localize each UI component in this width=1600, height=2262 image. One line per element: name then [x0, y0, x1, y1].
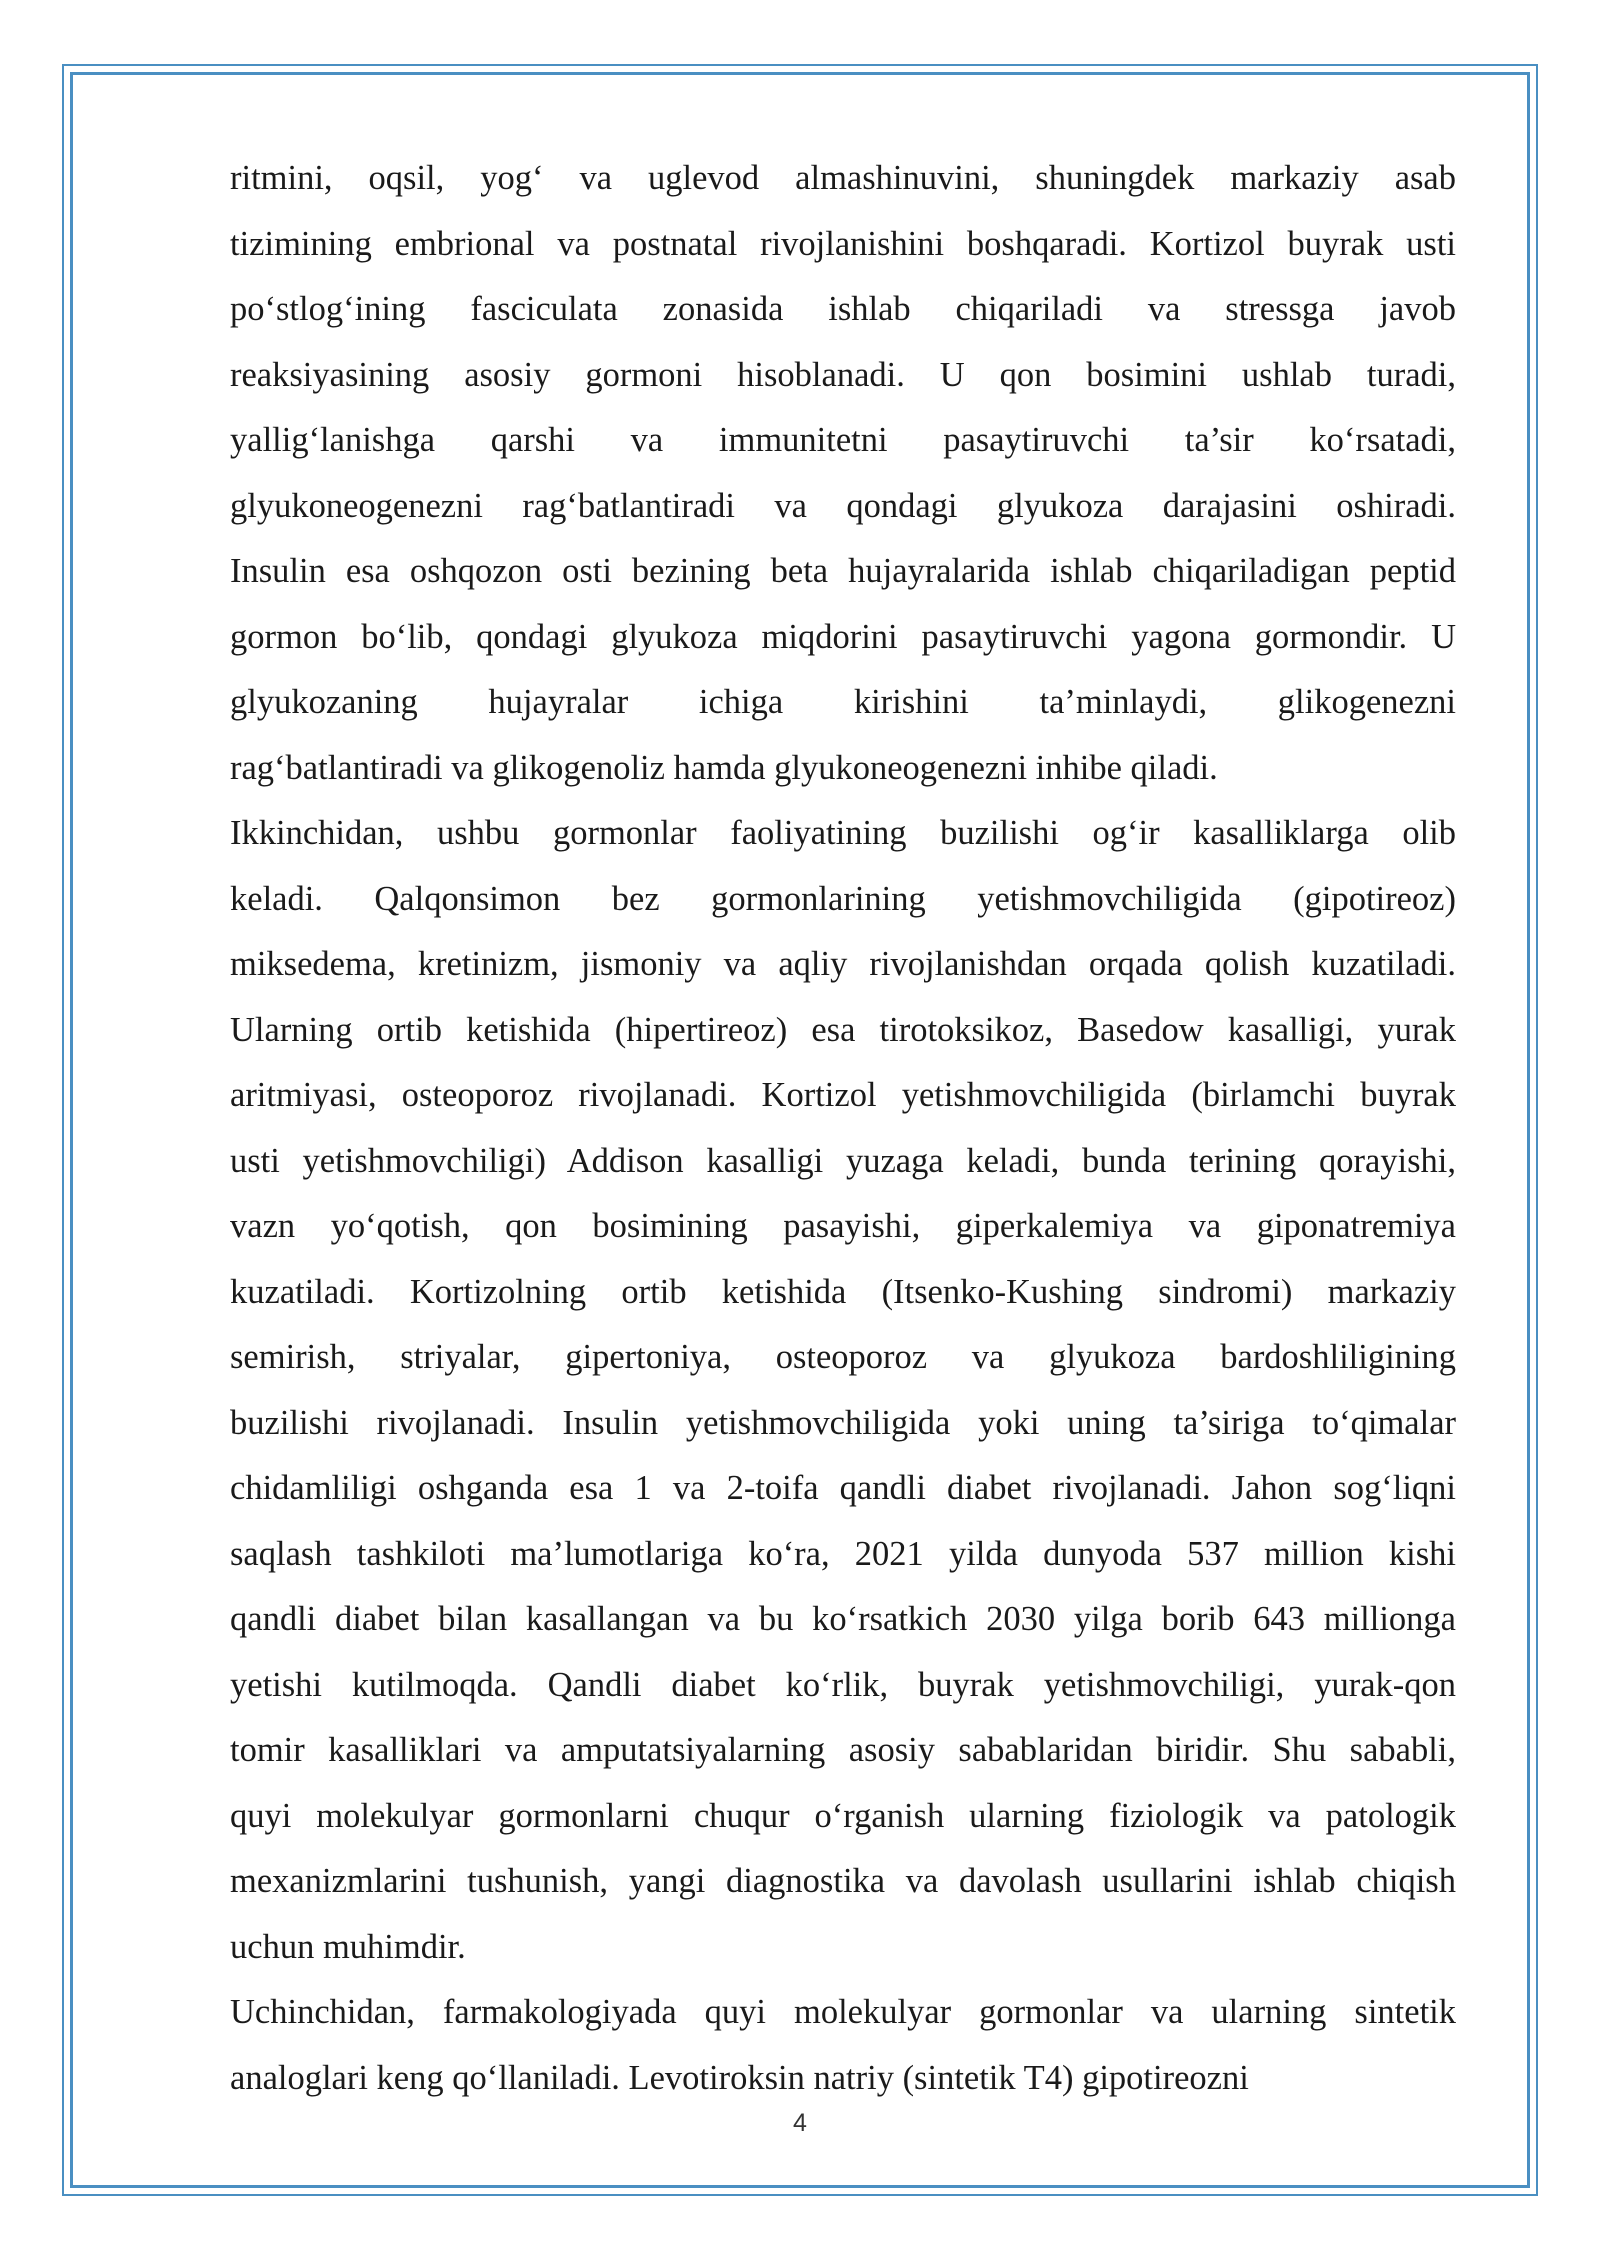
- paragraph-hormone-functions: ritmini, oqsil, yog‘ va uglevod almashinuvini, shuningdek markaziy asab tizimining embrional va postnatal rivojlanishini boshqaradi. Kortizol buyrak usti po‘stlog‘ining fasciculata zonasida ishlab chiqariladi va stressga javob reaksiyasining asosiy gormoni hisoblanadi. U qon bosimini ushlab turadi, yallig‘lanishga qarshi va immunitetni pasaytiruvchi ta’sir ko‘rsatadi, glyukoneogenezni rag‘batlantiradi va qondagi glyukoza darajasini oshiradi. Insulin esa oshqozon osti bezining beta hujayralarida ishlab chiqariladigan peptid gormon bo‘lib, qondagi glyukoza miqdorini pasaytiruvchi yagona gormondir. U glyukozaning hujayralar ichiga kirishini ta’minlaydi, glikogenezni rag‘batlantiradi va glikogenoliz hamda glyukoneogenezni inhibe qiladi.: [230, 159, 1456, 787]
- paragraph-pharmacology: Uchinchidan, farmakologiyada quyi molekulyar gormonlar va ularning sintetik analoglari keng qo‘llaniladi. Levotiroksin natriy (sintetik T4) gipotireozni: [230, 1993, 1456, 2097]
- document-body: [230, 146, 1456, 2111]
- paragraph-hormone-disorders: Ikkinchidan, ushbu gormonlar faoliyatining buzilishi og‘ir kasalliklarga olib keladi. Qalqonsimon bez gormonlarining yetishmovchiligida (gipotireoz) miksedema, kretinizm, jismoniy va aqliy rivojlanishdan orqada qolish kuzatiladi. Ularning ortib ketishida (hipertireoz) esa tirotoksikoz, Basedow kasalligi, yurak aritmiyasi, osteoporoz rivojlanadi. Kortizol yetishmovchiligida (birlamchi buyrak usti yetishmovchiligi) Addison kasalligi yuzaga keladi, bunda terining qorayishi, vazn yo‘qotish, qon bosimining pasayishi, giperkalemiya va giponatremiya kuzatiladi. Kortizolning ortib ketishida (Itsenko-Kushing sindromi) markaziy semirish, striyalar, gipertoniya, osteoporoz va glyukoza bardoshliligining buzilishi rivojlanadi. Insulin yetishmovchiligida yoki uning ta’siriga to‘qimalar chidamliligi oshganda esa 1 va 2-toifa qandli diabet rivojlanadi. Jahon sog‘liqni saqlash tashkiloti ma’lumotlariga ko‘ra, 2021 yilda dunyoda 537 million kishi qandli diabet bilan kasallangan va bu ko‘rsatkich 2030 yilga borib 643 millionga yetishi kutilmoqda. Qandli diabet ko‘rlik, buyrak yetishmovchiligi, yurak-qon tomir kasalliklari va amputatsiyalarning asosiy sabablaridan biridir. Shu sababli, quyi molekulyar gormonlarni chuqur o‘rganish ularning fiziologik va patologik mexanizmlarini tushunish, yangi diagnostika va davolash usullarini ishlab chiqish uchun muhimdir.: [230, 814, 1456, 1966]
- page-number: 4: [793, 2109, 807, 2137]
